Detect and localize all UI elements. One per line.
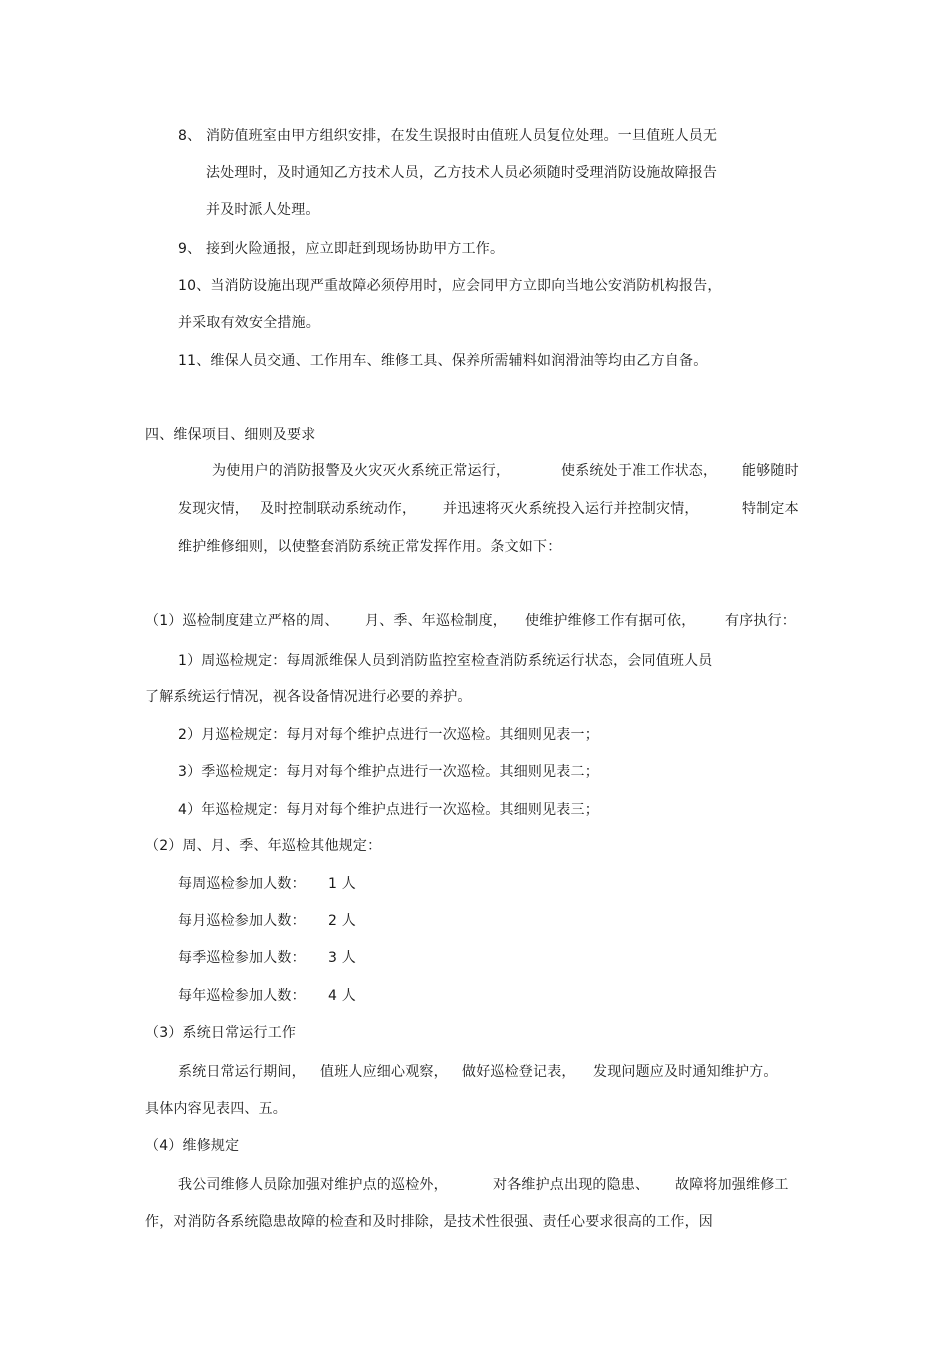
quarterly-rule: 3）季巡检规定：每月对每个维护点进行一次巡检。其细则见表二； [178,764,599,780]
item-11-text: 11、维保人员交通、工作用车、维修工具、保养所需辅料如润滑油等均由乙方自备。 [178,353,708,369]
item-10-line-2: 并采取有效安全措施。 [178,315,320,331]
headcount-label: 每月巡检参加人数： [178,913,306,929]
para-2-heading: （2）周、月、季、年巡检其他规定： [145,838,382,854]
para-4-c: 故障将加强维修工 [675,1177,789,1193]
intro-line-2a: 发现灾情， [178,501,249,517]
para-4-heading: （4）维修规定 [145,1138,240,1154]
item-10-line-1: 10、当消防设施出现严重故障必须停用时，应会同甲方立即向当地公安消防机构报告， [178,278,722,294]
intro-line-1a: 为使用户的消防报警及火灾灭火系统正常运行， [212,463,511,479]
para-3-d: 发现问题应及时通知维护方。 [593,1064,778,1080]
headcount-label: 每周巡检参加人数： [178,876,306,892]
intro-line-2d: 特制定本 [742,501,799,517]
intro-line-1b: 使系统处于准工作状态， [561,463,718,479]
para-4-b: 对各维护点出现的隐患、 [493,1177,650,1193]
para-1-a: （1）巡检制度建立严格的周、 [145,613,339,629]
headcount-label: 每季巡检参加人数： [178,950,306,966]
para-3-line-2: 具体内容见表四、五。 [145,1101,287,1117]
para-4-a: 我公司维修人员除加强对维护点的巡检外， [178,1177,448,1193]
item-8-line-1: 消防值班室由甲方组织安排，在发生误报时由值班人员复位处理。一旦值班人员无 [206,128,718,144]
intro-line-3: 维护维修细则，以使整套消防系统正常发挥作用。条文如下： [178,539,562,555]
yearly-rule: 4）年巡检规定：每月对每个维护点进行一次巡检。其细则见表三； [178,802,599,818]
headcount-value: 1 人 [328,876,356,892]
para-3-c: 做好巡检登记表， [462,1064,576,1080]
intro-line-2c: 并迅速将灭火系统投入运行并控制灾情， [443,501,699,517]
para-3-a: 系统日常运行期间， [178,1064,306,1080]
headcount-label: 每年巡检参加人数： [178,988,306,1004]
item-8-number: 8、 [178,128,202,144]
section-4-heading: 四、维保项目、细则及要求 [145,427,316,443]
monthly-rule: 2）月巡检规定：每月对每个维护点进行一次巡检。其细则见表一； [178,727,599,743]
para-1-d: 有序执行： [725,613,796,629]
weekly-rule-line-1: 1）周巡检规定：每周派维保人员到消防监控室检查消防系统运行状态，会同值班人员 [178,653,713,669]
item-8-line-3: 并及时派人处理。 [206,202,320,218]
intro-line-2b: 及时控制联动系统动作， [260,501,417,517]
para-3-b: 值班人应细心观察， [320,1064,448,1080]
weekly-rule-line-2: 了解系统运行情况，视各设备情况进行必要的养护。 [145,689,472,705]
intro-line-1c: 能够随时 [742,463,799,479]
headcount-value: 3 人 [328,950,356,966]
headcount-value: 2 人 [328,913,356,929]
headcount-value: 4 人 [328,988,356,1004]
para-1-b: 月、季、年巡检制度， [365,613,507,629]
item-9-text: 接到火险通报，应立即赶到现场协助甲方工作。 [206,241,505,257]
item-8-line-2: 法处理时，及时通知乙方技术人员，乙方技术人员必须随时受理消防设施故障报告 [206,165,718,181]
item-9-number: 9、 [178,241,202,257]
para-1-c: 使维护维修工作有据可依， [525,613,696,629]
para-3-heading: （3）系统日常运行工作 [145,1025,297,1041]
para-4-line-2: 作，对消防各系统隐患故障的检查和及时排除，是技术性很强、责任心要求很高的工作，因 [145,1214,713,1230]
